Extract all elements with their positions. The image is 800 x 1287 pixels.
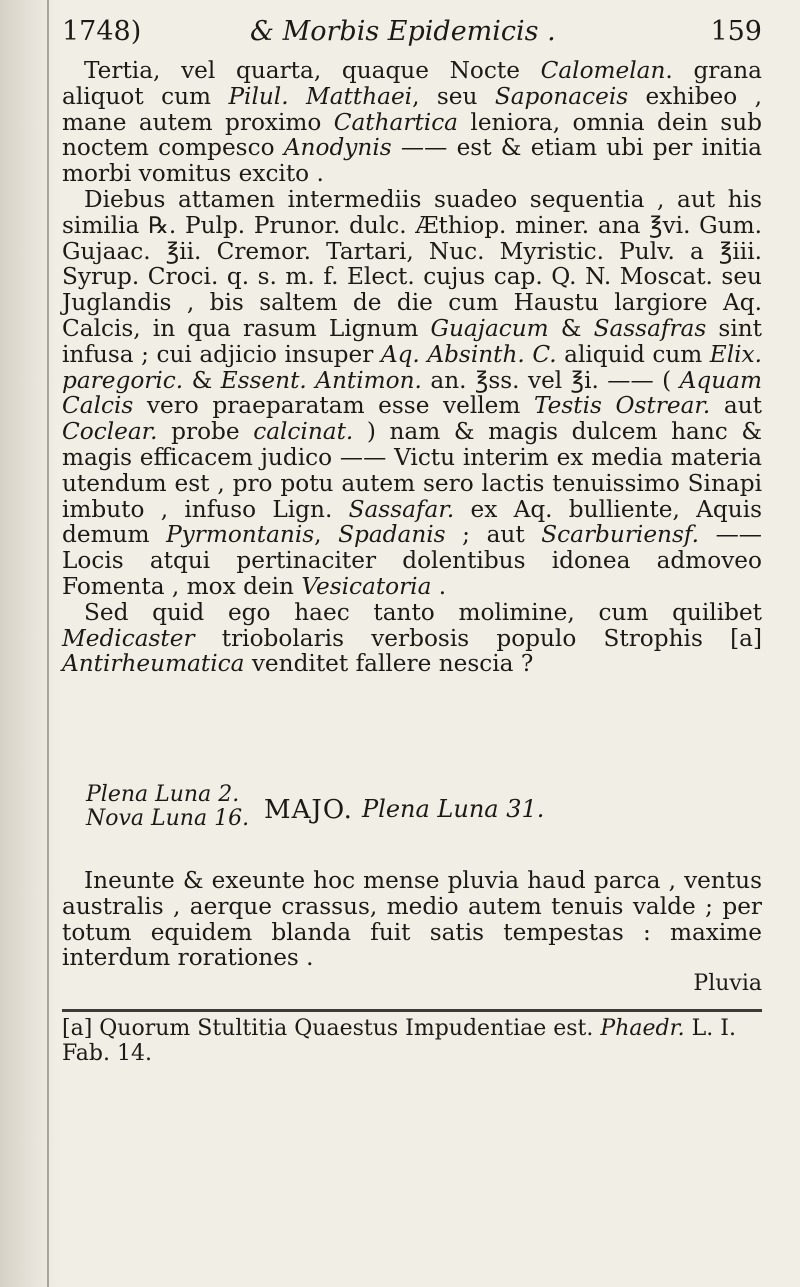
italic-run: Medicaster xyxy=(62,624,195,652)
binding-edge xyxy=(47,0,49,1287)
paragraph-3 xyxy=(62,600,762,677)
italic-run: Calomelan xyxy=(540,57,666,84)
footnote-source: Phaedr. xyxy=(600,1016,685,1041)
footnote xyxy=(62,1016,762,1066)
text-run: venditet fallere nescia ? xyxy=(244,650,534,678)
italic-run: Sassafar. xyxy=(348,495,455,523)
text-run: Sed quid ego haec tanto molimine, cum quilibet xyxy=(84,598,762,626)
text-run: , xyxy=(314,521,339,549)
text-run: Diebus attamen intermediis suadeo sequentia , aut his similia ℞. Pulp. Prunor. dulc. Æthiop. miner. ana ℥vi. Gum. Gujaac. ℥ii. Cremor. Tartari, Nuc. Myristic. Pulv. a ℥iii. Syrup. Croci. q. s. m. f. Elect. cujus cap. Q. N. Moscat. seu Juglandis , bis saltem de die cum Haustu largiore Aq. Calcis, in qua rasum Lignum xyxy=(62,185,762,342)
lunar-calendar xyxy=(86,783,726,843)
header-year: 1748) xyxy=(62,16,142,47)
text-run: —— Locis atqui pertinaciter dolentibus idonea admoveo Fomenta , mox dein xyxy=(62,521,762,600)
italic-run: Antirheumatica xyxy=(62,650,245,678)
text-run: & xyxy=(183,366,221,394)
italic-run: Guajacum xyxy=(430,314,549,342)
paragraph-1 xyxy=(62,58,762,187)
text-run: ) nam & magis dulcem hanc & magis efficacem judico —— Victu interim ex media materia utendum est , pro potu autem sero lactis tenuissimo Sinapi imbuto , infuso Lign. xyxy=(62,418,763,523)
text-run: aut xyxy=(710,392,762,420)
italic-run: Cathartica xyxy=(333,108,459,136)
calendar-left xyxy=(86,783,249,831)
italic-run: Scarburiensf. xyxy=(541,521,700,549)
italic-run: Saponaceis xyxy=(494,82,629,110)
italic-run: Coclear. xyxy=(62,418,158,446)
footnote-text: [a] Quorum Stultitia Quaestus Impudentiae est. xyxy=(62,1016,601,1041)
text-run: —— est & etiam ubi per initia morbi vomitus excito . xyxy=(62,134,762,188)
text-run: probe xyxy=(157,418,254,446)
text-run: vero praeparatam esse vellem xyxy=(133,392,534,420)
text-run: an. ℥ss. vel ℥i. —— ( xyxy=(421,366,680,394)
new-moon: Nova Luna 16. xyxy=(86,806,250,831)
full-moon-right: Plena Luna 31. xyxy=(362,795,545,823)
weather-paragraph: Ineunte & exeunte hoc mense pluvia haud parca , ventus australis , aerque crassus, medio autem tenuis valde ; per totum equidem blanda fuit satis tempestas : maxime interdum rorationes . xyxy=(62,867,762,972)
italic-run: Testis Ostrear. xyxy=(534,392,711,420)
text-run: triobolaris verbosis populo Strophis [a] xyxy=(194,624,762,652)
italic-run: Pilul. Matthaei xyxy=(228,82,413,110)
weather-text xyxy=(62,868,762,971)
catchword: Pluvia xyxy=(693,971,762,996)
italic-run: Pyrmontanis xyxy=(166,521,315,549)
italic-run: Essent. Antimon. xyxy=(220,366,422,394)
italic-run: Spadanis xyxy=(338,521,446,549)
binding-shadow xyxy=(0,0,58,1287)
text-run: . grana aliquot cum xyxy=(62,57,762,110)
footnote-reference: L. I. Fab. 14. xyxy=(62,1016,736,1066)
text-run: exhibeo , mane autem proximo xyxy=(62,82,762,136)
italic-run: Aquam Calcis xyxy=(62,366,762,420)
full-moon-left: Plena Luna 2. xyxy=(86,782,240,807)
text-run: Tertia, vel quarta, quaque Nocte xyxy=(84,57,541,84)
text-run: , seu xyxy=(412,82,495,110)
page-number: 159 xyxy=(710,16,762,47)
text-run: sint infusa ; cui adjicio insuper xyxy=(62,314,762,368)
text-run: . xyxy=(431,572,447,600)
footnote-rule xyxy=(62,1009,762,1012)
text-run: ; aut xyxy=(445,521,542,549)
running-header xyxy=(62,10,762,54)
italic-run: Aq. Absinth. C. xyxy=(380,340,557,368)
italic-run: calcinat. xyxy=(253,418,354,446)
italic-run: Vesicatoria xyxy=(301,572,432,600)
text-run: & xyxy=(548,314,594,342)
italic-run: Sassafras xyxy=(593,314,707,342)
month-label: MAJO. xyxy=(264,795,353,825)
main-text xyxy=(62,58,762,677)
text-run: aliquid cum xyxy=(556,340,710,368)
header-title: & Morbis Epidemicis . xyxy=(250,16,556,47)
italic-run: Elix. paregoric. xyxy=(62,340,763,394)
text-run: leniora, omnia dein sub noctem compesco xyxy=(62,108,762,162)
paragraph-2 xyxy=(62,187,762,600)
italic-run: Anodynis xyxy=(283,134,392,162)
text-run: ex Aq. bulliente, Aquis demum xyxy=(62,495,763,549)
